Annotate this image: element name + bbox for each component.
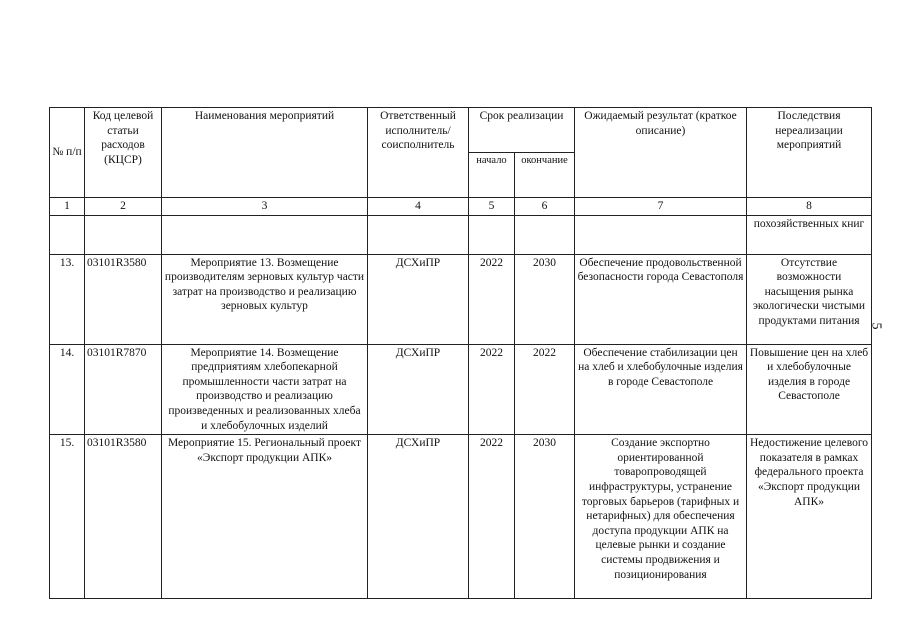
row-result: Обеспечение стабилизации цен на хлеб и хлебобулочные изделия в городе Севастополе [575,344,747,435]
measures-table [49,107,872,599]
row-start: 2022 [469,254,515,344]
col-number: 4 [368,198,469,216]
header-name: Наименования мероприятий [162,108,368,198]
header-num: № п/п [50,108,85,198]
col-number: 1 [50,198,85,216]
row-start: 2022 [469,344,515,435]
col-number: 6 [515,198,575,216]
row-end: 2030 [515,254,575,344]
col-number: 8 [747,198,872,216]
row-name: Мероприятие 15. Региональный проект «Экспорт продукции АПК» [162,435,368,599]
header-responsible: Ответственный исполнитель/ соисполнитель [368,108,469,198]
row-num: 14. [50,344,85,435]
header-term: Срок реализации [469,108,575,153]
header-term-end: окончание [515,153,575,198]
row-kcsr: 03101R3580 [85,435,162,599]
row-name: Мероприятие 13. Возмещение производителям зерновых культур части затрат на производство и реализацию зерновых культур [162,254,368,344]
row-result: Создание экспортно ориентированной товаропроводящей инфраструктуры, устранение торговых барьеров (тарифных и нетарифных) для обеспечения доступа продукции АПК на целевые рынки и создание системы продвижения и позиционирования [575,435,747,599]
col-number: 5 [469,198,515,216]
row-responsible: ДСХиПР [368,344,469,435]
row-consequence: Недостижение целевого показателя в рамках федерального проекта «Экспорт продукции АПК» [747,435,872,599]
header-result: Ожидаемый результат (краткое описание) [575,108,747,198]
continuation-consequence: похозяйственных книг [747,215,872,254]
row-result: Обеспечение продовольственной безопасности города Севастополя [575,254,747,344]
header-term-start: начало [469,153,515,198]
row-end: 2030 [515,435,575,599]
header-row [50,108,872,153]
row-start: 2022 [469,435,515,599]
col-number: 7 [575,198,747,216]
row-kcsr: 03101R3580 [85,254,162,344]
row-responsible: ДСХиПР [368,254,469,344]
header-kcsr: Код целевой статьи расходов (КЦСР) [85,108,162,198]
row-name: Мероприятие 14. Возмещение предприятиям хлебопекарной промышленности части затрат на производство и реализацию произведенных и реализованных хлеба и хлебобулочных изделий [162,344,368,435]
row-kcsr: 03101R7870 [85,344,162,435]
continuation-row [50,215,872,254]
col-number: 3 [162,198,368,216]
row-responsible: ДСХиПР [368,435,469,599]
row-consequence: Отсутствие возможности насыщения рынка экологически чистыми продуктами питания [747,254,872,344]
row-num: 13. [50,254,85,344]
table-row [50,344,872,435]
row-num: 15. [50,435,85,599]
col-number: 2 [85,198,162,216]
table-row [50,254,872,344]
table-row [50,435,872,599]
header-consequence: Последствия нереализации мероприятий [747,108,872,198]
row-consequence: Повышение цен на хлеб и хлебобулочные изделия в городе Севастополе [747,344,872,435]
column-number-row [50,198,872,216]
row-end: 2022 [515,344,575,435]
page-number: 5 [868,322,884,330]
